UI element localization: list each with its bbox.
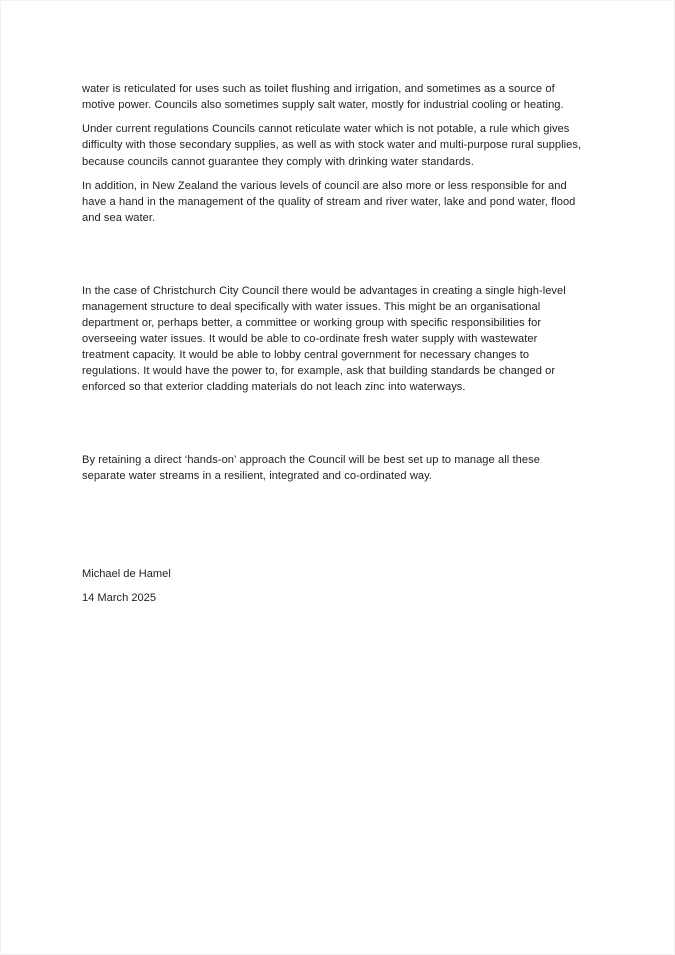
blank-line-7 bbox=[82, 541, 586, 557]
paragraph-hands-on-approach: By retaining a direct ‘hands-on’ approach the Council will be best set up to manage all these separate water streams in a resilient, integrated and co-ordinated way. bbox=[82, 454, 540, 483]
paragraph-reticulated-water: water is reticulated for uses such as toilet flushing and irrigation, and sometimes as a source of motive power. Councils also sometimes supply salt water, mostly for industrial cooling or heating. bbox=[82, 83, 564, 112]
document-text-body bbox=[82, 81, 586, 606]
blank-line-5 bbox=[82, 493, 586, 509]
blank-line-3 bbox=[82, 404, 586, 420]
blank-line-2 bbox=[82, 259, 586, 275]
signature-author-name: Michael de Hamel bbox=[82, 567, 171, 580]
signature-date: 14 March 2025 bbox=[82, 591, 157, 604]
blank-line-6 bbox=[82, 517, 586, 533]
paragraph-new-zealand-councils: In addition, in New Zealand the various levels of council are also more or less responsible for and have a hand in the management of the quality of stream and river water, lake and pond water, flood and sea water. bbox=[82, 179, 576, 225]
paragraph-christchurch-city-council: In the case of Christchurch City Council there would be advantages in creating a single high-level management structure to deal specifically with water issues. This might be an organisational department or, perhaps better, a committee or working group with specific responsibilities for overseeing water issues. It would be able to co-ordinate fresh water supply with wastewater treatment capacity. It would be able to lobby central government for necessary changes to regulations. It would have the power to, for example, ask that building standards be changed or enforced so that exterior cladding materials do not leach zinc into waterways. bbox=[82, 284, 566, 394]
paragraph-current-regulations: Under current regulations Councils cannot reticulate water which is not potable, a rule which gives difficulty with those secondary supplies, as well as with stock water and multi-purpose rural supplies, because councils cannot guarantee they comply with drinking water standards. bbox=[82, 123, 582, 168]
blank-line-1 bbox=[82, 234, 586, 250]
blank-line-4 bbox=[82, 428, 586, 444]
